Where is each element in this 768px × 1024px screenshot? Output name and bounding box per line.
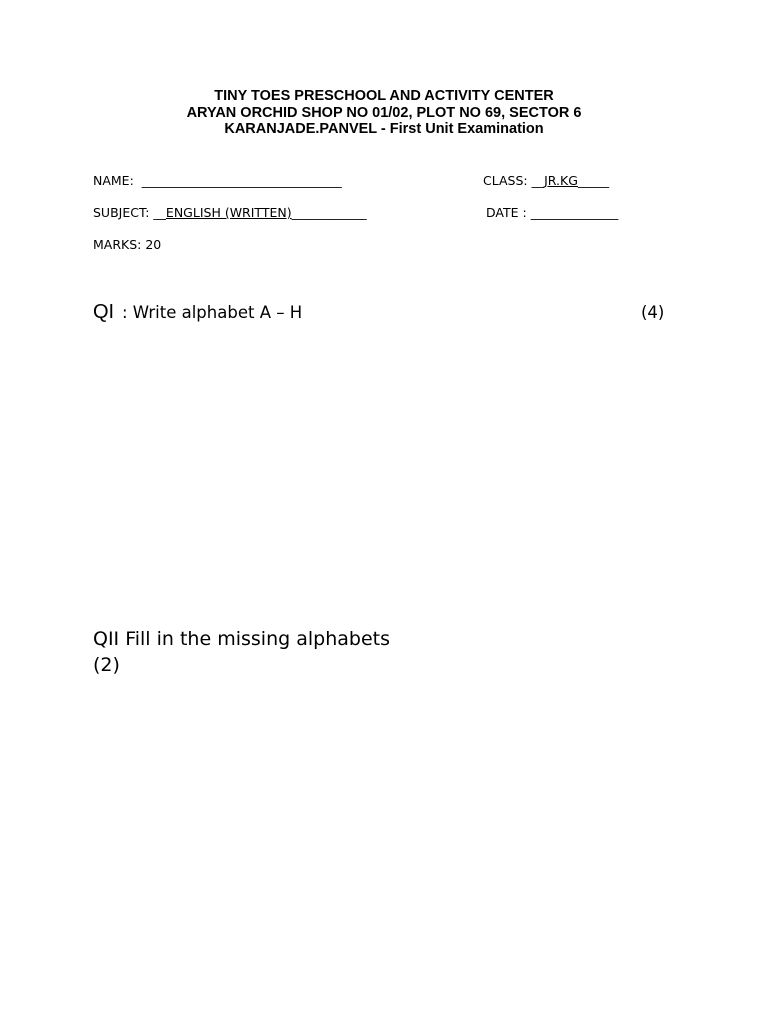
name-blank: ________________________________ — [141, 173, 342, 188]
question-1-marks: (4) — [641, 303, 665, 322]
question-1-number: QI — [93, 301, 115, 323]
class-label: CLASS: __ — [483, 173, 545, 188]
name-field — [93, 173, 342, 189]
school-address: ARYAN ORCHID SHOP NO 01/02, PLOT NO 69, SECTOR 6 — [186, 105, 582, 121]
question-2-marks: (2) — [93, 654, 120, 676]
subject-field — [93, 205, 367, 221]
exam-title: KARANJADE.PANVEL - First Unit Examination — [224, 121, 544, 137]
subject-blank: ____________ — [291, 205, 367, 220]
date-field — [486, 205, 618, 221]
question-1-text: : Write alphabet A – H — [122, 303, 303, 322]
subject-label: SUBJECT: __ — [93, 205, 166, 220]
question-2-text: QII Fill in the missing alphabets — [93, 628, 390, 650]
school-name: TINY TOES PRESCHOOL AND ACTIVITY CENTER — [214, 88, 554, 104]
class-blank: _____ — [577, 173, 610, 188]
class-value: JR.KG — [544, 173, 578, 188]
class-field — [483, 173, 609, 189]
marks-total: MARKS: 20 — [93, 237, 162, 252]
name-label: NAME: — [93, 173, 142, 188]
date-label: DATE : — [486, 205, 531, 220]
date-blank: ______________ — [530, 205, 619, 220]
subject-value: ENGLISH (WRITTEN) — [165, 205, 292, 220]
